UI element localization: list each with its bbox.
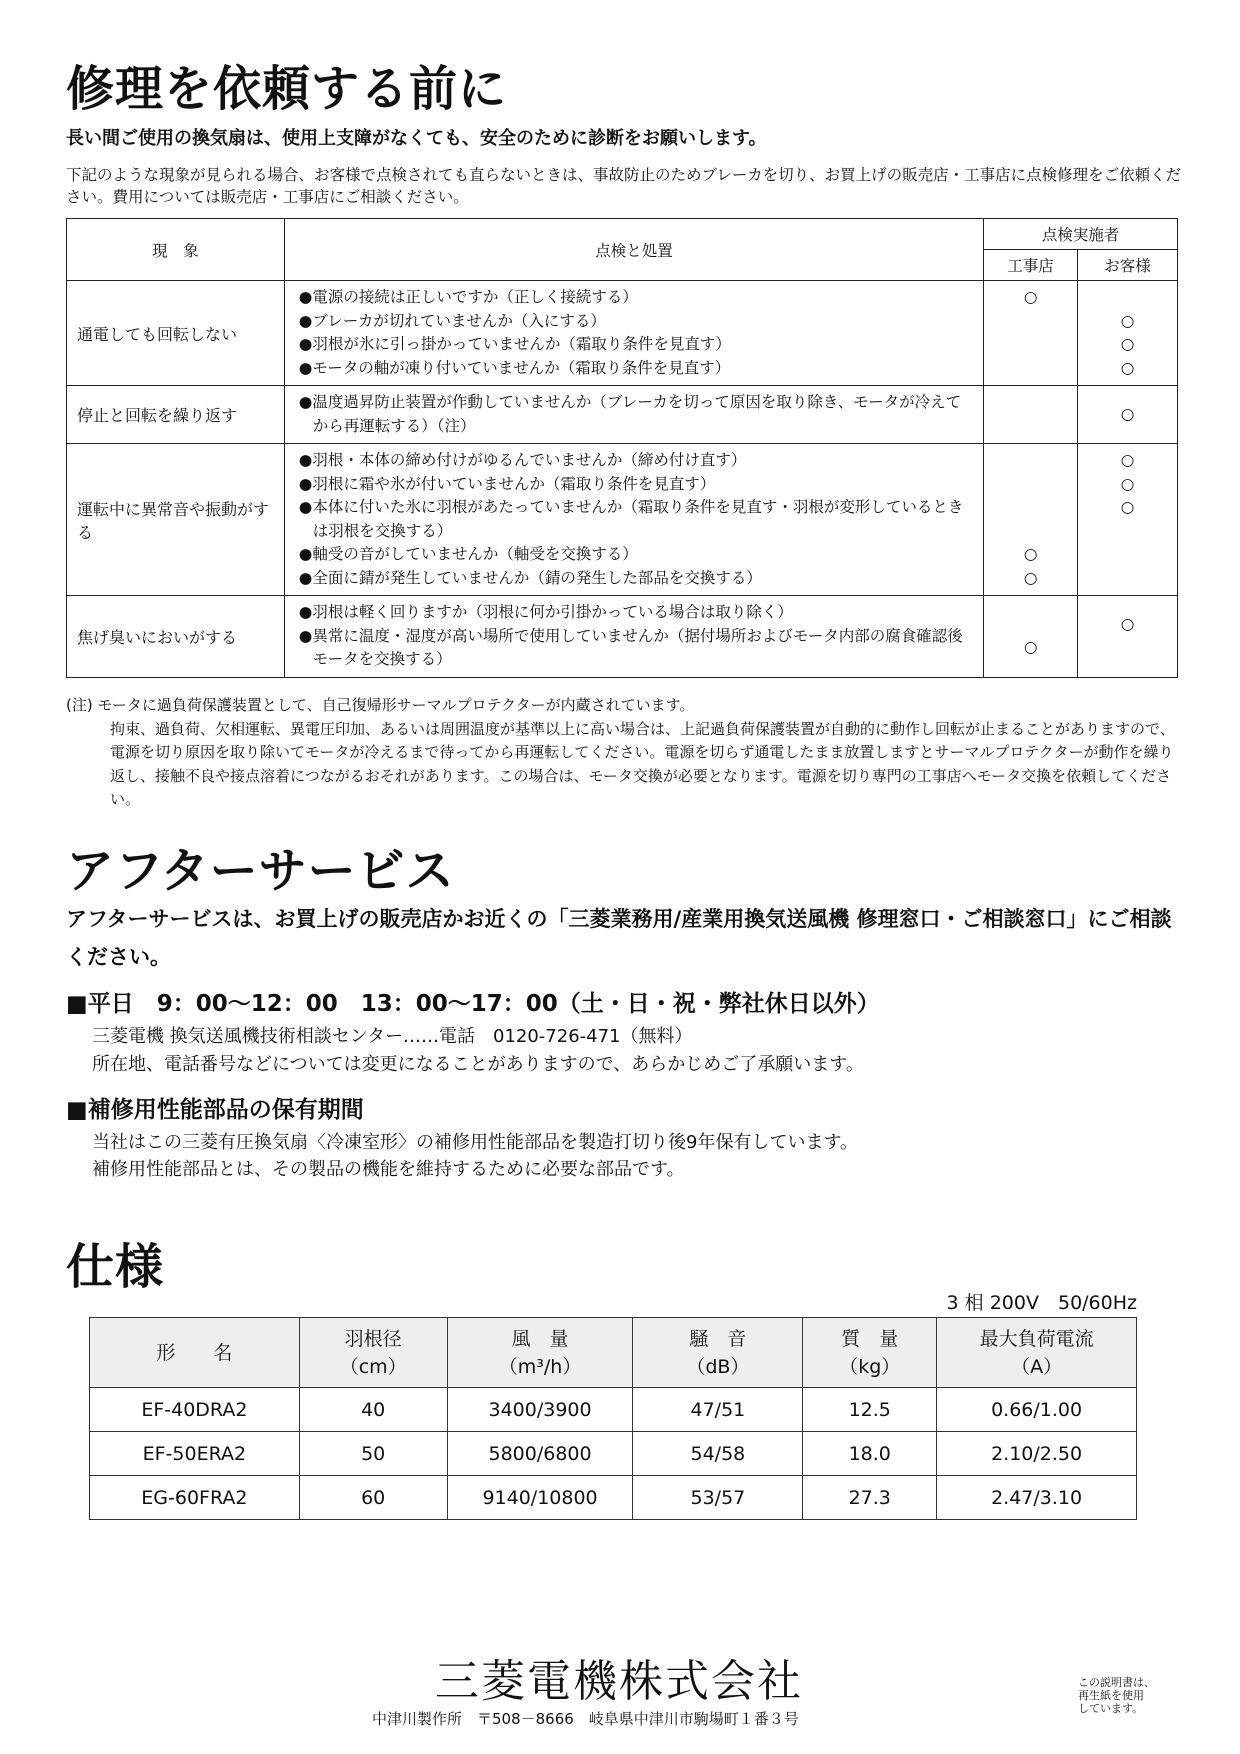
symptom-cell: 通電しても回転しない	[67, 281, 285, 386]
check-item: ●羽根に霜や氷が付いていませんか（霜取り条件を見直す）	[298, 474, 716, 493]
model-cell: EF-50ERA2	[90, 1432, 300, 1476]
contractor-mark-cell	[984, 444, 1078, 596]
table-row	[67, 281, 1178, 386]
check-mark: ○	[1120, 404, 1135, 423]
spec-cell: 53/57	[633, 1476, 803, 1520]
spec-cell: 9140/10800	[447, 1476, 633, 1520]
company-address: 中津川製作所 〒508－8666 岐阜県中津川市駒場町１番３号	[372, 1710, 799, 1728]
spec-voltage: 3 相 200V 50/60Hz	[946, 1292, 1137, 1314]
spec-cell: 2.10/2.50	[937, 1432, 1137, 1476]
check-mark: ○	[1120, 335, 1135, 353]
spec-cell: 2.47/3.10	[937, 1476, 1137, 1520]
contractor-mark-cell	[984, 386, 1078, 444]
check-mark: ○	[1120, 358, 1135, 377]
recycle-note: この説明書は、 再生紙を使用 しています。	[1078, 1676, 1155, 1715]
check-mark	[1078, 543, 1177, 567]
check-mark	[984, 496, 1077, 520]
spec-cell: 54/58	[633, 1432, 803, 1476]
customer-mark-cell	[1078, 596, 1178, 678]
note-body: 拘束、過負荷、欠相運転、異電圧印加、あるいは周囲温度が基準以上に高い場合は、上記過負荷保護装置が自動的に動作し回転が止まることがありますので、電源を切り原因を取り除いてモータが冷えるまで待ってから再運転してください。電源を切らず通電したまま放置しますとサーマルプロテクターが動作を繰り返し、接触不良や接点溶着につながるおそれがあります。この場合は、モータ交換が必要となります。電源を切り専門の工事店へモータ交換を依頼してください。	[110, 719, 1175, 808]
parts-line1: 当社はこの三菱有圧換気扇〈冷凍室形〉の補修用性能部品を製造打切り後9年保有しています。	[92, 1132, 859, 1153]
check-mark	[984, 403, 1077, 427]
service-hours: ■平日 9：00〜12：00 13：00〜17：00（土・日・祝・弊社休日以外）	[66, 991, 880, 1017]
spec-header-cell: 羽根径 （cm）	[299, 1318, 447, 1388]
motor-note	[66, 694, 1181, 812]
check-cell	[284, 386, 983, 444]
spec-cell: 12.5	[803, 1388, 937, 1432]
customer-mark-cell	[1078, 386, 1178, 444]
check-mark: ○	[1120, 311, 1135, 330]
spec-header-cell: 騒 音 （dB）	[633, 1318, 803, 1388]
spec-table	[89, 1317, 1137, 1520]
service-notice: 所在地、電話番号などについては変更になることがありますので、あらかじめご了承願います。	[92, 1054, 864, 1075]
spec-header-cell: 最大負荷電流 （A）	[937, 1318, 1137, 1388]
spec-cell: 5800/6800	[447, 1432, 633, 1476]
check-item: ●電源の接続は正しいですか（正しく接続する）	[298, 288, 638, 306]
check-cell	[284, 444, 983, 596]
header-symptom: 現 象	[67, 219, 285, 281]
check-mark	[1078, 567, 1177, 591]
spec-cell: 50	[299, 1432, 447, 1476]
table-row	[67, 596, 1178, 678]
after-service-title: アフターサービス	[66, 843, 455, 899]
repair-table	[66, 218, 1178, 678]
contractor-mark-cell	[984, 596, 1078, 678]
spec-cell: 18.0	[803, 1432, 937, 1476]
check-mark	[984, 613, 1077, 637]
check-item: ●ブレーカが切れていませんか（入にする）	[298, 311, 606, 330]
check-mark	[984, 449, 1077, 473]
spec-header-cell: 風 量 （m³/h）	[447, 1318, 633, 1388]
check-mark: ○	[1120, 614, 1135, 633]
check-item: ●異常に温度・湿度が高い場所で使用していませんか（据付場所およびモータ内部の腐食確認後モータを交換する）	[298, 626, 963, 668]
customer-mark-cell	[1078, 444, 1178, 596]
customer-mark-cell	[1078, 281, 1178, 386]
check-mark: ○	[1120, 451, 1135, 469]
check-item: ●温度過昇防止装置が作動していませんか（ブレーカを切って原因を取り除き、モータが冷えてから再運転する）（注）	[298, 393, 962, 435]
repair-lead: 長い間ご使用の換気扇は、使用上支障がなくても、安全のために診断をお願いします。	[66, 128, 767, 149]
check-item: ●羽根・本体の締め付けがゆるんでいませんか（締め付け直す）	[298, 451, 747, 469]
check-mark	[984, 333, 1077, 357]
table-row	[67, 444, 1178, 596]
spec-cell: 3400/3900	[447, 1388, 633, 1432]
spec-row	[90, 1388, 1137, 1432]
header-performer: 点検実施者	[984, 219, 1178, 250]
spec-header-cell: 形 名	[90, 1318, 300, 1388]
spec-header-row	[90, 1318, 1137, 1388]
model-cell: EF-40DRA2	[90, 1388, 300, 1432]
model-cell: EG-60FRA2	[90, 1476, 300, 1520]
spec-row	[90, 1476, 1137, 1520]
spec-cell: 27.3	[803, 1476, 937, 1520]
spec-cell: 60	[299, 1476, 447, 1520]
check-mark	[1078, 286, 1177, 310]
check-item: ●全面に錆が発生していませんか（錆の発生した部品を交換する）	[298, 568, 762, 587]
check-item: ●モータの軸が凍り付いていませんか（霜取り条件を見直す）	[298, 358, 731, 377]
check-item: ●羽根は軽く回りますか（羽根に何か引掛かっている場合は取り除く）	[298, 603, 793, 621]
company-name: 三菱電機株式会社	[435, 1656, 803, 1707]
after-service-lead: アフターサービスは、お買上げの販売店かお近くの「三菱業務用/産業用換気送風機 修理窓口・ご相談窓口」にご相談ください。	[66, 907, 1172, 969]
check-mark: ○	[1120, 498, 1135, 516]
spec-cell: 0.66/1.00	[937, 1388, 1137, 1432]
symptom-cell: 運転中に異常音や振動がする	[67, 444, 285, 596]
repair-title: 修理を依頼する前に	[66, 61, 508, 117]
header-customer: お客様	[1078, 250, 1178, 281]
repair-intro: 下記のような現象が見られる場合、お客様で点検されても直らないときは、事故防止のためブレーカを切り、お買上げの販売店・工事店に点検修理をご依頼ください。費用については販売店・工事店にご相談ください。	[66, 166, 1182, 206]
spec-title: 仕様	[66, 1239, 165, 1295]
check-mark	[984, 357, 1077, 381]
note-heading: (注) モータに過負荷保護装置として、自己復帰形サーマルプロテクターが内蔵されています。	[66, 696, 695, 714]
check-mark	[1078, 520, 1177, 544]
check-cell	[284, 281, 983, 386]
spec-row	[90, 1432, 1137, 1476]
contractor-mark-cell	[984, 281, 1078, 386]
header-check: 点検と処置	[284, 219, 983, 281]
check-mark	[984, 310, 1077, 334]
symptom-cell: 焦げ臭いにおいがする	[67, 596, 285, 678]
header-contractor: 工事店	[984, 250, 1078, 281]
check-item: ●本体に付いた氷に羽根があたっていませんか（霜取り条件を見直す・羽根が変形しているときは羽根を交換する）	[298, 498, 964, 540]
check-cell	[284, 596, 983, 678]
parts-line2: 補修用性能部品とは、その製品の機能を維持するために必要な部品です。	[92, 1159, 685, 1180]
check-mark	[984, 473, 1077, 497]
parts-title: ■補修用性能部品の保有期間	[66, 1097, 364, 1123]
check-mark: ○	[1023, 638, 1038, 657]
service-center: 三菱電機 換気送風機技術相談センター……電話 0120-726-471（無料）	[92, 1026, 693, 1047]
check-item: ●軸受の音がしていませんか（軸受を交換する）	[298, 545, 638, 563]
spec-cell: 47/51	[633, 1388, 803, 1432]
symptom-cell: 停止と回転を繰り返す	[67, 386, 285, 444]
check-mark	[1078, 636, 1177, 660]
spec-cell: 40	[299, 1388, 447, 1432]
check-mark	[984, 520, 1077, 544]
check-item: ●羽根が氷に引っ掛かっていませんか（霜取り条件を見直す）	[298, 335, 731, 353]
check-mark: ○	[1120, 474, 1135, 493]
check-mark: ○	[1023, 545, 1038, 563]
spec-header-cell: 質 量 （kg）	[803, 1318, 937, 1388]
table-row	[67, 386, 1178, 444]
check-mark: ○	[1023, 288, 1038, 306]
check-mark: ○	[1023, 568, 1038, 587]
